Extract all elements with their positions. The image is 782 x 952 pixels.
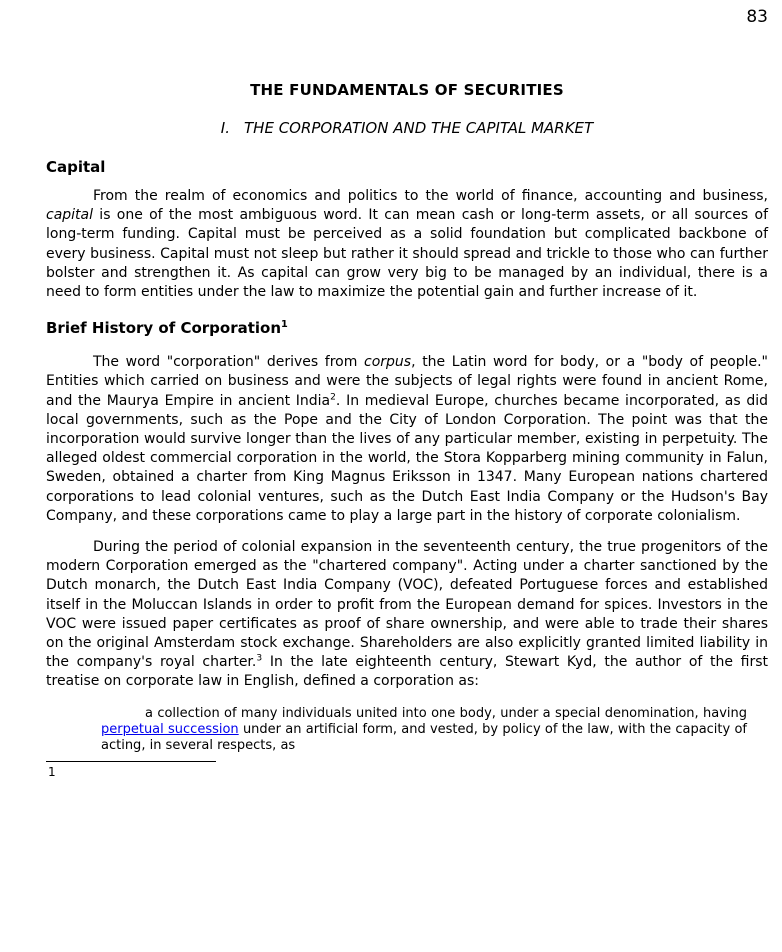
footnote-marker: 1 <box>48 764 56 779</box>
page-number: 83 <box>746 7 768 27</box>
footnote-reference: 3 <box>256 653 263 664</box>
text-segment: a collection of many individuals united into one body, under a special denomination, having <box>145 705 747 721</box>
footnote-divider <box>46 761 216 762</box>
section-heading-capital: Capital <box>46 158 106 176</box>
section-heading-brief-history <box>46 319 768 338</box>
blockquote-corporation-definition <box>101 706 747 754</box>
perpetual-succession-link[interactable]: perpetual succession <box>101 721 239 737</box>
subtitle-text: THE CORPORATION AND THE CAPITAL MARKET <box>244 119 594 137</box>
text-segment: The word "corporation" derives from <box>93 354 365 371</box>
text-segment: . In medieval Europe, churches became incorporated, as did local governments, such as the Pope and the City of London Corporation. The point was that the incorporation would survive longer than the lives of any particular member, existing in perpetuity. The alleged oldest commercial corporation in the world, the Stora Kopparberg mining community in Falun, Sweden, obtained a charter from King Magnus Eriksson in 1347. Many European nations chartered corporations to lead colonial ventures, such as the Dutch East India Company or the Hudson's Bay Company, and these corporations came to play a large part in the history of corporate colonialism. <box>46 392 768 524</box>
text-segment: under an artificial form, and vested, by policy of the law, with the capacity of acting, in several respects, as <box>101 721 747 753</box>
text-segment: is one of the most ambiguous word. It can mean cash or long-term assets, or all sources of long-term funding. Capital must be perceived as a solid foundation but complicated backbone of every business. Capital must not sleep but rather it should spread and trickle to those who can further bolster and strengthen it. As capital can grow very big to be managed by an individual, there is a need to form entities under the law to maximize the potential gain and further increase of it. <box>46 207 768 301</box>
paragraph-history-colonial <box>46 538 768 692</box>
footnote-reference: 2 <box>330 391 336 402</box>
paragraph-capital <box>46 187 768 302</box>
paragraph-history-origins <box>46 353 768 526</box>
text-segment: Brief History of Corporation <box>46 319 282 338</box>
document-title: THE FUNDAMENTALS OF SECURITIES <box>250 81 564 99</box>
text-segment: , the Latin word for body, or a "body of people." Entities which carried on business and were the subjects of legal rights were found in ancient Rome, and the Maurya Empire in ancient India <box>46 354 768 409</box>
page-content <box>46 0 768 780</box>
footnote-reference: 1 <box>281 319 288 331</box>
subtitle-number: I. <box>220 119 230 137</box>
italic-term: corpus <box>364 354 412 371</box>
text-segment: From the realm of economics and politics to the world of finance, accounting and business, <box>93 188 768 204</box>
text-segment: In the late eighteenth century, Stewart Kyd, the author of the first treatise on corporate law in English, defined a corporation as: <box>46 654 768 690</box>
text-segment: During the period of colonial expansion in the seventeenth century, the true progenitors of the modern Corporation emerged as the "chartered company". Acting under a charter sanctioned by the Dutch monarch, the Dutch East India Company (VOC), defeated Portuguese forces and established itself in the Moluccan Islands in order to profit from the European demand for spices. Investors in the VOC were issued paper certificates as proof of share ownership, and were able to trade their shares on the original Amsterdam stock exchange. Shareholders are also explicitly granted limited liability in the company's royal charter. <box>46 539 768 671</box>
document-subtitle <box>46 119 768 138</box>
italic-term: capital <box>46 207 94 224</box>
